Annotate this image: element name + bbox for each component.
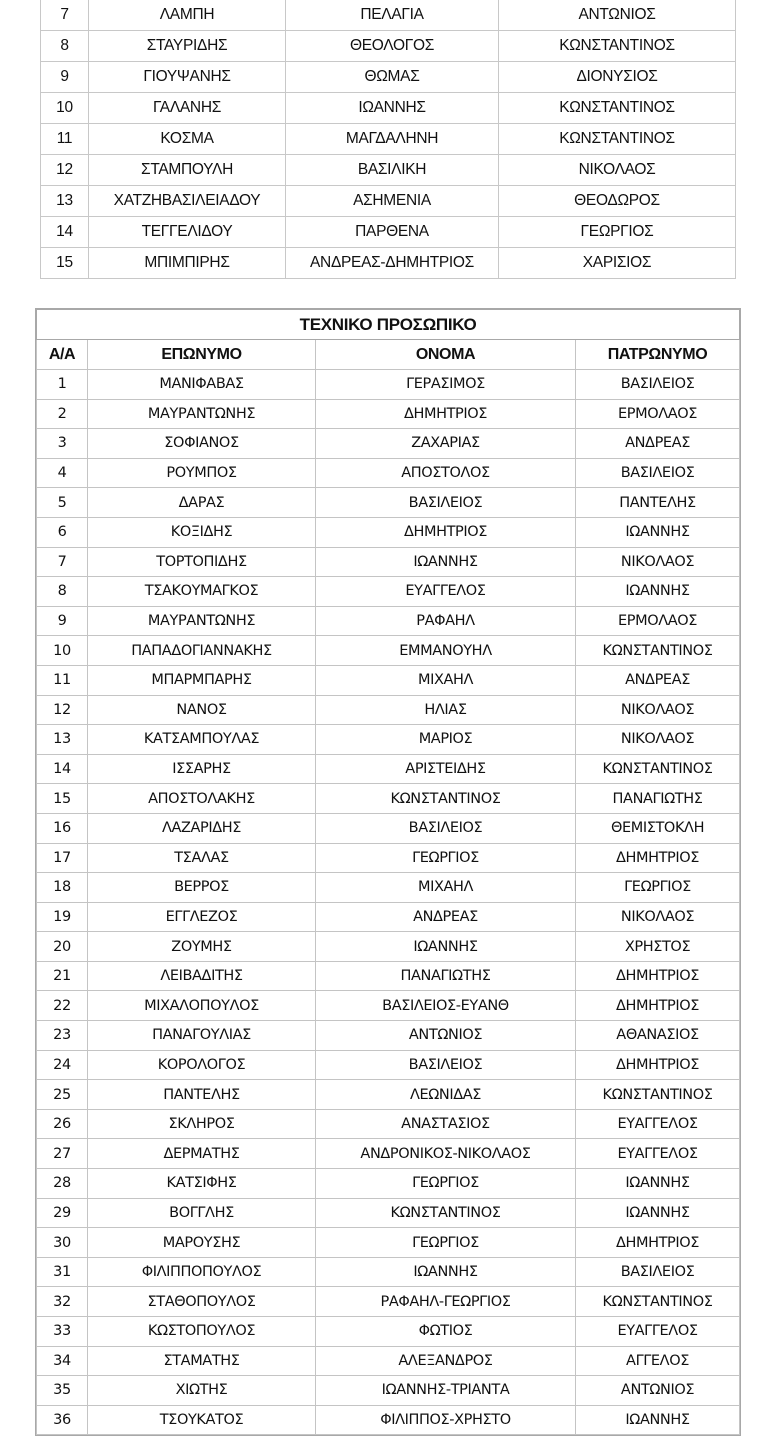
table-row — [37, 1021, 740, 1051]
cell-surname: ΤΕΓΓΕΛΙΔΟΥ — [89, 217, 286, 248]
cell-name: ΒΑΣΙΛΕΙΟΣ — [316, 1050, 576, 1080]
cell-surname: ΦΙΛΙΠΠΟΠΟΥΛΟΣ — [88, 1257, 316, 1287]
cell-patronymic: ΑΝΤΩΝΙΟΣ — [499, 0, 736, 31]
cell-surname: ΜΑΥΡΑΝΤΩΝΗΣ — [88, 606, 316, 636]
table-row — [37, 488, 740, 518]
cell-patronymic: ΕΡΜΟΛΑΟΣ — [576, 606, 740, 636]
cell-no: 11 — [37, 665, 88, 695]
cell-patronymic: ΝΙΚΟΛΑΟΣ — [576, 547, 740, 577]
cell-no: 9 — [41, 62, 89, 93]
cell-patronymic: ΔΗΜΗΤΡΙΟΣ — [576, 1050, 740, 1080]
cell-no: 21 — [37, 961, 88, 991]
cell-name: ΑΣΗΜΕΝΙΑ — [286, 186, 499, 217]
cell-no: 30 — [37, 1228, 88, 1258]
cell-surname: ΛΑΖΑΡΙΔΗΣ — [88, 813, 316, 843]
cell-name: ΙΩΑΝΝΗΣ — [316, 547, 576, 577]
cell-patronymic: ΚΩΝΣΤΑΝΤΙΝΟΣ — [499, 124, 736, 155]
table-row — [41, 155, 736, 186]
table-row — [37, 1198, 740, 1228]
cell-patronymic: ΠΑΝΤΕΛΗΣ — [576, 488, 740, 518]
table-row — [37, 370, 740, 400]
cell-no: 9 — [37, 606, 88, 636]
cell-surname: ΛΑΜΠΗ — [89, 0, 286, 31]
cell-no: 1 — [37, 370, 88, 400]
table-header-row — [37, 340, 740, 370]
table-row — [37, 1228, 740, 1258]
cell-patronymic: ΚΩΝΣΤΑΝΤΙΝΟΣ — [576, 1080, 740, 1110]
cell-patronymic: ΓΕΩΡΓΙΟΣ — [576, 873, 740, 903]
cell-no: 17 — [37, 843, 88, 873]
table-row — [37, 1257, 740, 1287]
cell-name: ΠΕΛΑΓΙΑ — [286, 0, 499, 31]
cell-no: 10 — [41, 93, 89, 124]
cell-patronymic: ΚΩΝΣΤΑΝΤΙΝΟΣ — [499, 93, 736, 124]
cell-surname: ΠΑΝΑΓΟΥΛΙΑΣ — [88, 1021, 316, 1051]
cell-surname: ΠΑΠΑΔΟΓΙΑΝΝΑΚΗΣ — [88, 636, 316, 666]
cell-surname: ΜΠΙΜΠΙΡΗΣ — [89, 248, 286, 279]
cell-surname: ΡΟΥΜΠΟΣ — [88, 458, 316, 488]
cell-no: 24 — [37, 1050, 88, 1080]
cell-no: 10 — [37, 636, 88, 666]
cell-patronymic: ΔΗΜΗΤΡΙΟΣ — [576, 991, 740, 1021]
cell-name: ΒΑΣΙΛΕΙΟΣ — [316, 813, 576, 843]
cell-name: ΒΑΣΙΛΙΚΗ — [286, 155, 499, 186]
table-row — [37, 1169, 740, 1199]
table-row — [37, 843, 740, 873]
cell-name: ΓΕΩΡΓΙΟΣ — [316, 1228, 576, 1258]
cell-name: ΖΑΧΑΡΙΑΣ — [316, 429, 576, 459]
cell-name: ΘΕΟΛΟΓΟΣ — [286, 31, 499, 62]
cell-name: ΜΑΓΔΑΛΗΝΗ — [286, 124, 499, 155]
cell-name: ΜΑΡΙΟΣ — [316, 725, 576, 755]
table-row — [41, 62, 736, 93]
table-row — [37, 784, 740, 814]
cell-surname: ΧΑΤΖΗΒΑΣΙΛΕΙΑΔΟΥ — [89, 186, 286, 217]
cell-no: 25 — [37, 1080, 88, 1110]
cell-surname: ΜΑΡΟΥΣΗΣ — [88, 1228, 316, 1258]
cell-no: 20 — [37, 932, 88, 962]
table-row — [37, 547, 740, 577]
table-row — [37, 813, 740, 843]
cell-name: ΔΗΜΗΤΡΙΟΣ — [316, 517, 576, 547]
cell-no: 7 — [37, 547, 88, 577]
cell-name: ΦΩΤΙΟΣ — [316, 1317, 576, 1347]
table-row — [37, 1317, 740, 1347]
table-title-row — [37, 310, 740, 340]
cell-patronymic: ΑΝΤΩΝΙΟΣ — [576, 1376, 740, 1406]
cell-patronymic: ΧΡΗΣΤΟΣ — [576, 932, 740, 962]
cell-surname: ΚΟΡΟΛΟΓΟΣ — [88, 1050, 316, 1080]
cell-patronymic: ΔΗΜΗΤΡΙΟΣ — [576, 1228, 740, 1258]
cell-patronymic: ΕΥΑΓΓΕΛΟΣ — [576, 1139, 740, 1169]
cell-name: ΙΩΑΝΝΗΣ — [316, 1257, 576, 1287]
cell-patronymic: ΔΙΟΝΥΣΙΟΣ — [499, 62, 736, 93]
cell-name: ΑΝΔΡΕΑΣ-ΔΗΜΗΤΡΙΟΣ — [286, 248, 499, 279]
cell-no: 4 — [37, 458, 88, 488]
table-title: ΤΕΧΝΙΚΟ ΠΡΟΣΩΠΙΚΟ — [37, 310, 740, 340]
table-row — [41, 0, 736, 31]
table-row — [37, 665, 740, 695]
cell-no: 5 — [37, 488, 88, 518]
cell-patronymic: ΒΑΣΙΛΕΙΟΣ — [576, 370, 740, 400]
cell-patronymic: ΕΥΑΓΓΕΛΟΣ — [576, 1109, 740, 1139]
cell-name: ΔΗΜΗΤΡΙΟΣ — [316, 399, 576, 429]
cell-name: ΗΛΙΑΣ — [316, 695, 576, 725]
cell-surname: ΙΣΣΑΡΗΣ — [88, 754, 316, 784]
cell-surname: ΖΟΥΜΗΣ — [88, 932, 316, 962]
cell-name: ΘΩΜΑΣ — [286, 62, 499, 93]
cell-patronymic: ΧΑΡΙΣΙΟΣ — [499, 248, 736, 279]
cell-name: ΚΩΝΣΤΑΝΤΙΝΟΣ — [316, 784, 576, 814]
table-row — [37, 902, 740, 932]
cell-name: ΑΝΔΡΕΑΣ — [316, 902, 576, 932]
technical-staff-table — [36, 309, 740, 1435]
cell-patronymic: ΔΗΜΗΤΡΙΟΣ — [576, 961, 740, 991]
cell-no: 13 — [37, 725, 88, 755]
cell-no: 18 — [37, 873, 88, 903]
cell-surname: ΤΟΡΤΟΠΙΔΗΣ — [88, 547, 316, 577]
cell-surname: ΣΤΑΥΡΙΔΗΣ — [89, 31, 286, 62]
cell-surname: ΒΟΓΓΛΗΣ — [88, 1198, 316, 1228]
table-row — [37, 577, 740, 607]
cell-surname: ΓΙΟΥΨΑΝΗΣ — [89, 62, 286, 93]
cell-name: ΓΕΩΡΓΙΟΣ — [316, 1169, 576, 1199]
cell-no: 8 — [41, 31, 89, 62]
cell-patronymic: ΚΩΝΣΤΑΝΤΙΝΟΣ — [576, 1287, 740, 1317]
technical-staff-table-body — [37, 370, 740, 1435]
cell-surname: ΤΣΑΚΟΥΜΑΓΚΟΣ — [88, 577, 316, 607]
cell-surname: ΧΙΩΤΗΣ — [88, 1376, 316, 1406]
table-row — [37, 873, 740, 903]
cell-surname: ΤΣΟΥΚΑΤΟΣ — [88, 1405, 316, 1435]
cell-no: 13 — [41, 186, 89, 217]
cell-name: ΚΩΝΣΤΑΝΤΙΝΟΣ — [316, 1198, 576, 1228]
cell-no: 3 — [37, 429, 88, 459]
cell-patronymic: ΙΩΑΝΝΗΣ — [576, 577, 740, 607]
table-row — [41, 124, 736, 155]
cell-surname: ΣΤΑΜΠΟΥΛΗ — [89, 155, 286, 186]
cell-name: ΑΛΕΞΑΝΔΡΟΣ — [316, 1346, 576, 1376]
cell-no: 31 — [37, 1257, 88, 1287]
cell-patronymic: ΙΩΑΝΝΗΣ — [576, 1169, 740, 1199]
cell-patronymic: ΘΕΜΙΣΤΟΚΛΗ — [576, 813, 740, 843]
cell-patronymic: ΝΙΚΟΛΑΟΣ — [576, 725, 740, 755]
cell-no: 12 — [37, 695, 88, 725]
cell-surname: ΒΕΡΡΟΣ — [88, 873, 316, 903]
cell-no: 7 — [41, 0, 89, 31]
cell-surname: ΝΑΝΟΣ — [88, 695, 316, 725]
table-row — [37, 1050, 740, 1080]
header-aa: Α/Α — [37, 340, 88, 370]
table-row — [37, 429, 740, 459]
cell-no: 34 — [37, 1346, 88, 1376]
table-row — [37, 1376, 740, 1406]
table-row — [37, 399, 740, 429]
cell-name: ΠΑΝΑΓΙΩΤΗΣ — [316, 961, 576, 991]
table-row — [37, 1287, 740, 1317]
cell-name: ΒΑΣΙΛΕΙΟΣ-ΕΥΑΝΘ — [316, 991, 576, 1021]
cell-patronymic: ΑΝΔΡΕΑΣ — [576, 665, 740, 695]
cell-patronymic: ΕΥΑΓΓΕΛΟΣ — [576, 1317, 740, 1347]
cell-surname: ΚΟΣΜΑ — [89, 124, 286, 155]
cell-no: 15 — [37, 784, 88, 814]
cell-name: ΡΑΦΑΗΛ — [316, 606, 576, 636]
header-name: ΟΝΟΜΑ — [316, 340, 576, 370]
cell-surname: ΚΟΞΙΔΗΣ — [88, 517, 316, 547]
table-row — [37, 1405, 740, 1435]
cell-patronymic: ΝΙΚΟΛΑΟΣ — [576, 695, 740, 725]
cell-no: 33 — [37, 1317, 88, 1347]
cell-patronymic: ΑΝΔΡΕΑΣ — [576, 429, 740, 459]
cell-patronymic: ΚΩΝΣΤΑΝΤΙΝΟΣ — [576, 754, 740, 784]
table-row — [37, 725, 740, 755]
cell-patronymic: ΑΓΓΕΛΟΣ — [576, 1346, 740, 1376]
cell-patronymic: ΔΗΜΗΤΡΙΟΣ — [576, 843, 740, 873]
table-row — [41, 31, 736, 62]
cell-no: 14 — [41, 217, 89, 248]
cell-patronymic: ΙΩΑΝΝΗΣ — [576, 1198, 740, 1228]
cell-surname: ΚΑΤΣΑΜΠΟΥΛΑΣ — [88, 725, 316, 755]
table-row — [41, 93, 736, 124]
cell-no: 2 — [37, 399, 88, 429]
cell-surname: ΣΟΦΙΑΝΟΣ — [88, 429, 316, 459]
cell-name: ΕΥΑΓΓΕΛΟΣ — [316, 577, 576, 607]
cell-name: ΛΕΩΝΙΔΑΣ — [316, 1080, 576, 1110]
cell-patronymic: ΘΕΟΔΩΡΟΣ — [499, 186, 736, 217]
header-patronymic: ΠΑΤΡΩΝΥΜΟ — [576, 340, 740, 370]
cell-name: ΑΠΟΣΤΟΛΟΣ — [316, 458, 576, 488]
previous-staff-table — [40, 0, 736, 279]
cell-no: 32 — [37, 1287, 88, 1317]
table-row — [37, 1080, 740, 1110]
cell-name: ΜΙΧΑΗΛ — [316, 873, 576, 903]
cell-surname: ΓΑΛΑΝΗΣ — [89, 93, 286, 124]
cell-name: ΕΜΜΑΝΟΥΗΛ — [316, 636, 576, 666]
cell-no: 26 — [37, 1109, 88, 1139]
cell-name: ΙΩΑΝΝΗΣ — [286, 93, 499, 124]
cell-surname: ΛΕΙΒΑΔΙΤΗΣ — [88, 961, 316, 991]
cell-surname: ΣΤΑΘΟΠΟΥΛΟΣ — [88, 1287, 316, 1317]
cell-patronymic: ΒΑΣΙΛΕΙΟΣ — [576, 1257, 740, 1287]
cell-no: 16 — [37, 813, 88, 843]
cell-patronymic: ΝΙΚΟΛΑΟΣ — [499, 155, 736, 186]
cell-name: ΓΕΩΡΓΙΟΣ — [316, 843, 576, 873]
cell-no: 19 — [37, 902, 88, 932]
cell-patronymic: ΝΙΚΟΛΑΟΣ — [576, 902, 740, 932]
cell-patronymic: ΚΩΝΣΤΑΝΤΙΝΟΣ — [576, 636, 740, 666]
table-row — [37, 991, 740, 1021]
cell-name: ΒΑΣΙΛΕΙΟΣ — [316, 488, 576, 518]
table-row — [41, 217, 736, 248]
cell-no: 28 — [37, 1169, 88, 1199]
cell-no: 22 — [37, 991, 88, 1021]
table-row — [37, 754, 740, 784]
cell-name: ΑΝΔΡΟΝΙΚΟΣ-ΝΙΚΟΛΑΟΣ — [316, 1139, 576, 1169]
table-row — [37, 1109, 740, 1139]
cell-name: ΑΝΤΩΝΙΟΣ — [316, 1021, 576, 1051]
table-row — [37, 636, 740, 666]
cell-surname: ΑΠΟΣΤΟΛΑΚΗΣ — [88, 784, 316, 814]
cell-patronymic: ΙΩΑΝΝΗΣ — [576, 517, 740, 547]
header-surname: ΕΠΩΝΥΜΟ — [88, 340, 316, 370]
cell-no: 23 — [37, 1021, 88, 1051]
table-row — [41, 186, 736, 217]
cell-patronymic: ΑΘΑΝΑΣΙΟΣ — [576, 1021, 740, 1051]
cell-surname: ΠΑΝΤΕΛΗΣ — [88, 1080, 316, 1110]
cell-no: 29 — [37, 1198, 88, 1228]
table-row — [37, 517, 740, 547]
cell-patronymic: ΚΩΝΣΤΑΝΤΙΝΟΣ — [499, 31, 736, 62]
cell-surname: ΜΑΝΙΦΑΒΑΣ — [88, 370, 316, 400]
table-row — [37, 961, 740, 991]
cell-surname: ΜΑΥΡΑΝΤΩΝΗΣ — [88, 399, 316, 429]
cell-no: 36 — [37, 1405, 88, 1435]
cell-surname: ΕΓΓΛΕΖΟΣ — [88, 902, 316, 932]
cell-surname: ΚΑΤΣΙΦΗΣ — [88, 1169, 316, 1199]
cell-surname: ΔΕΡΜΑΤΗΣ — [88, 1139, 316, 1169]
cell-name: ΠΑΡΘΕΝΑ — [286, 217, 499, 248]
cell-no: 6 — [37, 517, 88, 547]
cell-name: ΡΑΦΑΗΛ-ΓΕΩΡΓΙΟΣ — [316, 1287, 576, 1317]
cell-patronymic: ΓΕΩΡΓΙΟΣ — [499, 217, 736, 248]
cell-name: ΙΩΑΝΝΗΣ-ΤΡΙΑΝΤΑ — [316, 1376, 576, 1406]
cell-name: ΑΝΑΣΤΑΣΙΟΣ — [316, 1109, 576, 1139]
cell-no: 11 — [41, 124, 89, 155]
previous-staff-table-body — [41, 0, 736, 279]
cell-surname: ΣΤΑΜΑΤΗΣ — [88, 1346, 316, 1376]
cell-patronymic: ΙΩΑΝΝΗΣ — [576, 1405, 740, 1435]
cell-name: ΑΡΙΣΤΕΙΔΗΣ — [316, 754, 576, 784]
cell-no: 15 — [41, 248, 89, 279]
table-row — [37, 1346, 740, 1376]
table-row — [41, 248, 736, 279]
cell-patronymic: ΕΡΜΟΛΑΟΣ — [576, 399, 740, 429]
cell-no: 35 — [37, 1376, 88, 1406]
cell-no: 12 — [41, 155, 89, 186]
cell-name: ΙΩΑΝΝΗΣ — [316, 932, 576, 962]
cell-surname: ΜΙΧΑΛΟΠΟΥΛΟΣ — [88, 991, 316, 1021]
cell-no: 27 — [37, 1139, 88, 1169]
cell-no: 8 — [37, 577, 88, 607]
cell-surname: ΚΩΣΤΟΠΟΥΛΟΣ — [88, 1317, 316, 1347]
cell-surname: ΤΣΑΛΑΣ — [88, 843, 316, 873]
table-row — [37, 458, 740, 488]
cell-surname: ΜΠΑΡΜΠΑΡΗΣ — [88, 665, 316, 695]
cell-name: ΓΕΡΑΣΙΜΟΣ — [316, 370, 576, 400]
cell-surname: ΔΑΡΑΣ — [88, 488, 316, 518]
cell-name: ΜΙΧΑΗΛ — [316, 665, 576, 695]
cell-name: ΦΙΛΙΠΠΟΣ-ΧΡΗΣΤΟ — [316, 1405, 576, 1435]
cell-patronymic: ΒΑΣΙΛΕΙΟΣ — [576, 458, 740, 488]
table-row — [37, 695, 740, 725]
cell-no: 14 — [37, 754, 88, 784]
cell-surname: ΣΚΛΗΡΟΣ — [88, 1109, 316, 1139]
cell-patronymic: ΠΑΝΑΓΙΩΤΗΣ — [576, 784, 740, 814]
table-row — [37, 932, 740, 962]
table-row — [37, 606, 740, 636]
table-row — [37, 1139, 740, 1169]
